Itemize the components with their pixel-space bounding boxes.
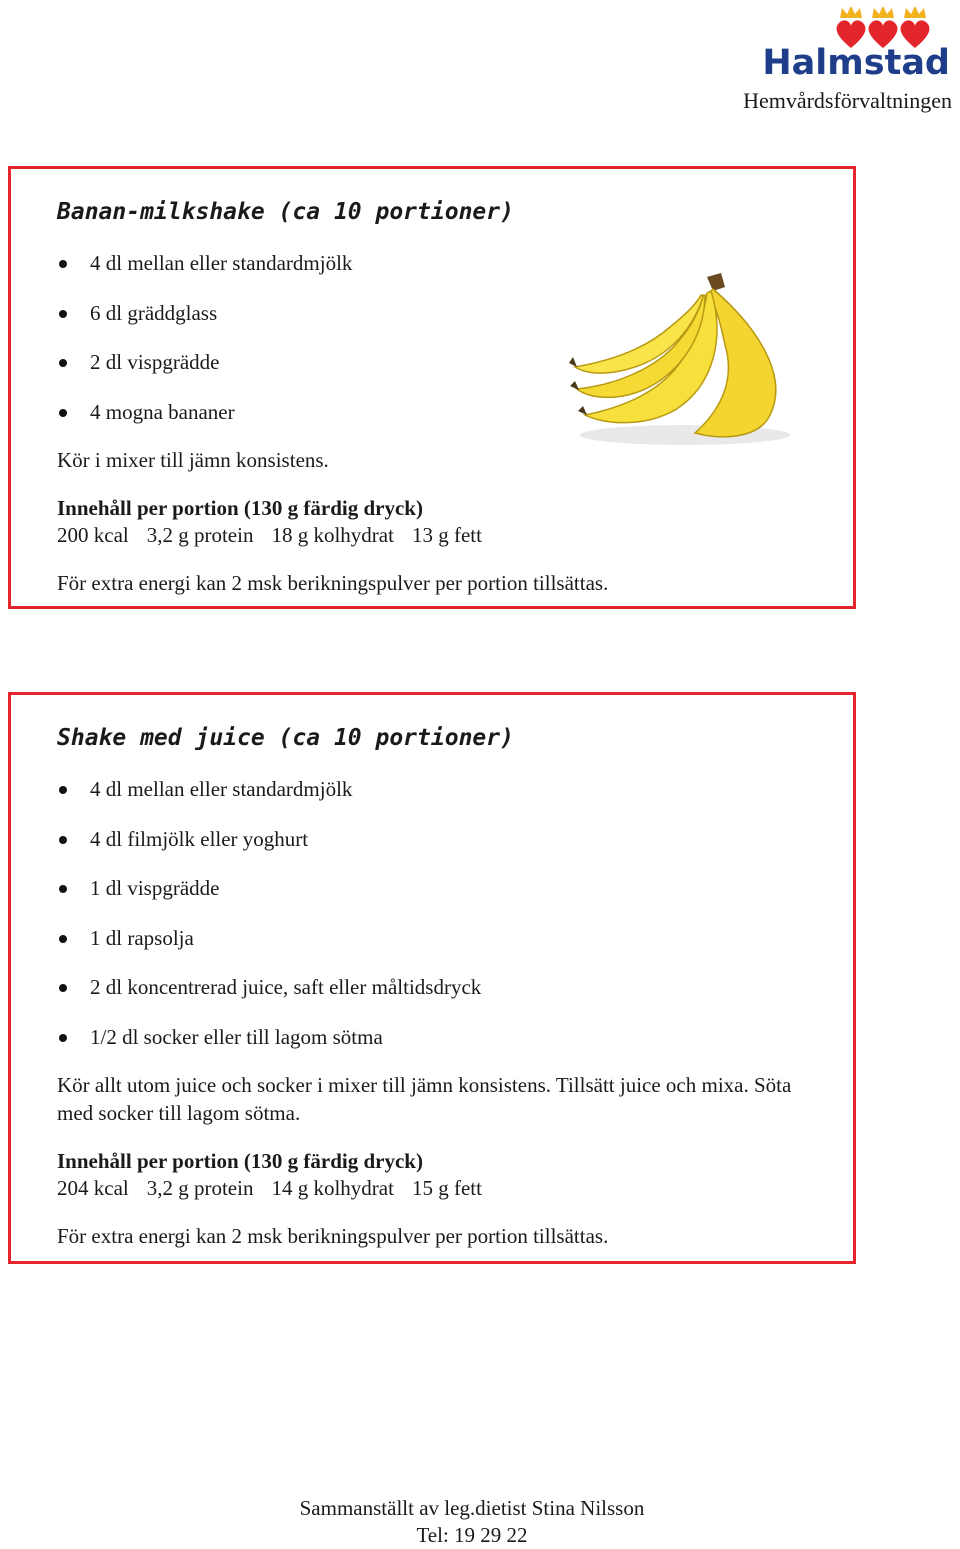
bullet-icon xyxy=(59,1034,67,1042)
halmstad-logo xyxy=(743,4,956,114)
ingredient-item: 2 dl koncentrerad juice, saft eller måltidsdryck xyxy=(57,973,481,1001)
ingredient-item: 2 dl vispgrädde xyxy=(57,348,219,376)
ingredient-item: 1 dl rapsolja xyxy=(57,924,194,952)
ingredient-item: 1/2 dl socker eller till lagom sötma xyxy=(57,1023,383,1051)
bullet-icon xyxy=(59,786,67,794)
bullet-icon xyxy=(59,359,67,367)
nutrition-carbs: 14 g kolhydrat xyxy=(271,1176,394,1200)
ingredient-item: 4 dl mellan eller standardmjölk xyxy=(57,249,352,277)
ingredient-item: 1 dl vispgrädde xyxy=(57,874,219,902)
banana-image xyxy=(565,265,790,455)
nutrition-values xyxy=(57,1174,500,1202)
footer-phone: Tel: 19 29 22 xyxy=(416,1523,528,1547)
nutrition-fat: 13 g fett xyxy=(411,523,482,547)
ingredient-item: 4 mogna bananer xyxy=(57,398,235,426)
recipe-instructions: Kör allt utom juice och socker i mixer till jämn konsistens. Tillsätt juice och mixa. Söta med socker till lagom sötma. xyxy=(57,1073,792,1125)
nutrition-kcal: 200 kcal xyxy=(57,523,129,547)
nutrition-protein: 3,2 g protein xyxy=(146,523,254,547)
ingredient-item: 4 dl mellan eller standardmjölk xyxy=(57,775,352,803)
logo-brand: Halmstad xyxy=(762,43,950,83)
nutrition-values xyxy=(57,521,500,549)
nutrition-kcal: 204 kcal xyxy=(57,1176,129,1200)
bullet-icon xyxy=(59,885,67,893)
nutrition-protein: 3,2 g protein xyxy=(146,1176,254,1200)
logo-department: Hemvårdsförvaltningen xyxy=(743,88,952,113)
nutrition-fat: 15 g fett xyxy=(411,1176,482,1200)
bullet-icon xyxy=(59,984,67,992)
nutrition-heading: Innehåll per portion (130 g färdig dryck) xyxy=(57,496,423,520)
bullet-icon xyxy=(59,935,67,943)
bullet-icon xyxy=(59,310,67,318)
recipe-title: Banan-milkshake (ca 10 portioner) xyxy=(57,199,514,225)
ingredient-item: 6 dl gräddglass xyxy=(57,299,217,327)
nutrition-carbs: 18 g kolhydrat xyxy=(271,523,394,547)
recipe-title: Shake med juice (ca 10 portioner) xyxy=(57,725,514,751)
bullet-icon xyxy=(59,836,67,844)
footer-author: Sammanställt av leg.dietist Stina Nilsson xyxy=(299,1496,645,1520)
bullet-icon xyxy=(59,409,67,417)
recipe-card-juice-shake xyxy=(8,692,856,1264)
recipe-note: För extra energi kan 2 msk berikningspulver per portion tillsättas. xyxy=(57,571,609,595)
recipe-instructions: Kör i mixer till jämn konsistens. xyxy=(57,448,329,472)
ingredient-item: 4 dl filmjölk eller yoghurt xyxy=(57,825,308,853)
bullet-icon xyxy=(59,260,67,268)
nutrition-heading: Innehåll per portion (130 g färdig dryck) xyxy=(57,1149,423,1173)
recipe-note: För extra energi kan 2 msk berikningspulver per portion tillsättas. xyxy=(57,1224,609,1248)
